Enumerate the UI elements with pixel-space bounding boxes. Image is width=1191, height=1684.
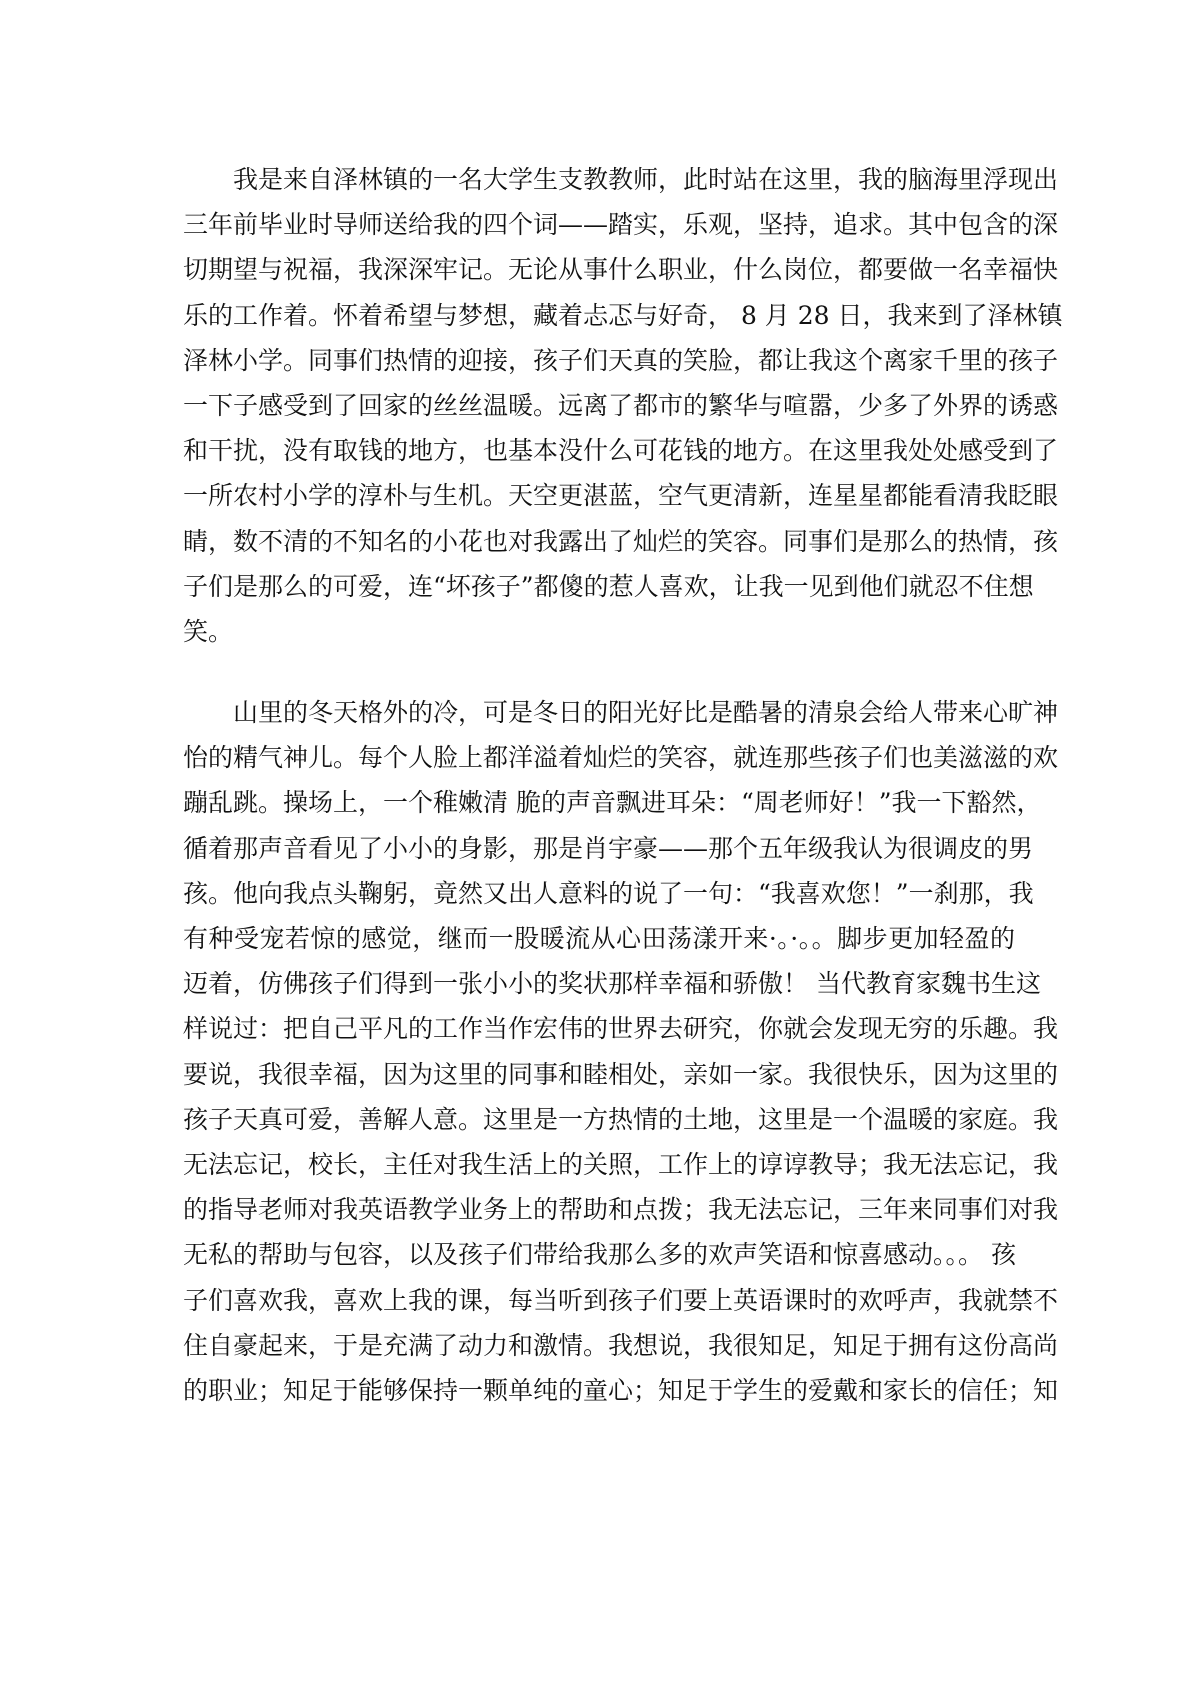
paragraph-line: 子们是那么的可爱，连“坏孩子”都傻的惹人喜欢，让我一见到他们就忍不住想 <box>183 571 1034 601</box>
paragraph-line: 三年前毕业时导师送给我的四个词——踏实，乐观，坚持，追求。其中包含的深 <box>183 210 1059 240</box>
paragraph-line: 山里的冬天格外的冷，可是冬日的阳光好比是酷暑的清泉会给人带来心旷神 <box>233 698 1059 728</box>
paragraph-line: 样说过：把自己平凡的工作当作宏伟的世界去研究，你就会发现无穷的乐趣。我 <box>183 1014 1059 1044</box>
paragraph-line: 有种受宠若惊的感觉，继而一股暖流从心田荡漾开来·。·。。脚步更加轻盈的 <box>183 924 1015 953</box>
paragraph-line: 泽林小学。同事们热情的迎接，孩子们天真的笑脸，都让我这个离家千里的孩子 <box>183 345 1059 375</box>
paragraph-line: 和干扰，没有取钱的地方，也基本没什么可花钱的地方。在这里我处处感受到了 <box>183 436 1059 466</box>
paragraph-1 <box>183 157 1063 654</box>
paragraph-line: 我是来自泽林镇的一名大学生支教教师，此时站在这里，我的脑海里浮现出 <box>233 165 1059 194</box>
paragraph-line: 无私的帮助与包容，以及孩子们带给我那么多的欢声笑语和惊喜感动。。。 孩 <box>183 1240 1016 1270</box>
paragraph-line: 住自豪起来，于是充满了动力和激情。我想说，我很知足，知足于拥有这份高尚 <box>183 1330 1059 1360</box>
paragraph-line: 孩。他向我点头鞠躬，竟然又出人意料的说了一句：“我喜欢您！”一刹那，我 <box>183 878 1034 908</box>
paragraph-line: 的职业；知足于能够保持一颗单纯的童心；知足于学生的爱戴和家长的信任；知 <box>183 1375 1059 1405</box>
paragraph-line: 乐的工作着。怀着希望与梦想，藏着忐忑与好奇， 8 月 28 日，我来到了泽林镇 <box>183 300 1063 330</box>
paragraph-line: 迈着，仿佛孩子们得到一张小小的奖状那样幸福和骄傲！ 当代教育家魏书生这 <box>183 969 1041 999</box>
paragraph-2 <box>183 690 1059 1413</box>
paragraph-line: 一所农村小学的淳朴与生机。天空更湛蓝，空气更清新，连星星都能看清我眨眼 <box>183 481 1059 511</box>
paragraph-line: 孩子天真可爱，善解人意。这里是一方热情的土地，这里是一个温暖的家庭。我 <box>183 1104 1059 1134</box>
paragraph-line: 循着那声音看见了小小的身影，那是肖宇豪——那个五年级我认为很调皮的男 <box>183 833 1034 863</box>
paragraph-line: 笑。 <box>183 616 234 646</box>
paragraph-line: 切期望与祝福，我深深牢记。无论从事什么职业，什么岗位，都要做一名幸福快 <box>183 255 1059 285</box>
paragraph-line: 要说，我很幸福，因为这里的同事和睦相处，亲如一家。我很快乐，因为这里的 <box>183 1059 1059 1089</box>
paragraph-line: 一下子感受到了回家的丝丝温暖。远离了都市的繁华与喧嚣，少多了外界的诱惑 <box>183 390 1059 420</box>
paragraph-line: 睛，数不清的不知名的小花也对我露出了灿烂的笑容。同事们是那么的热情，孩 <box>183 526 1059 556</box>
paragraph-line: 无法忘记，校长，主任对我生活上的关照，工作上的谆谆教导；我无法忘记，我 <box>183 1149 1059 1179</box>
paragraph-line: 怡的精气神儿。每个人脸上都洋溢着灿烂的笑容，就连那些孩子们也美滋滋的欢 <box>183 743 1059 773</box>
paragraph-line: 的指导老师对我英语教学业务上的帮助和点拨；我无法忘记，三年来同事们对我 <box>183 1195 1059 1225</box>
paragraph-line: 蹦乱跳。操场上，一个稚嫩清 脆的声音飘进耳朵：“周老师好！”我一下豁然， <box>183 788 1042 818</box>
paragraph-line: 子们喜欢我，喜欢上我的课，每当听到孩子们要上英语课时的欢呼声，我就禁不 <box>183 1285 1059 1315</box>
document-body <box>183 157 1063 1413</box>
